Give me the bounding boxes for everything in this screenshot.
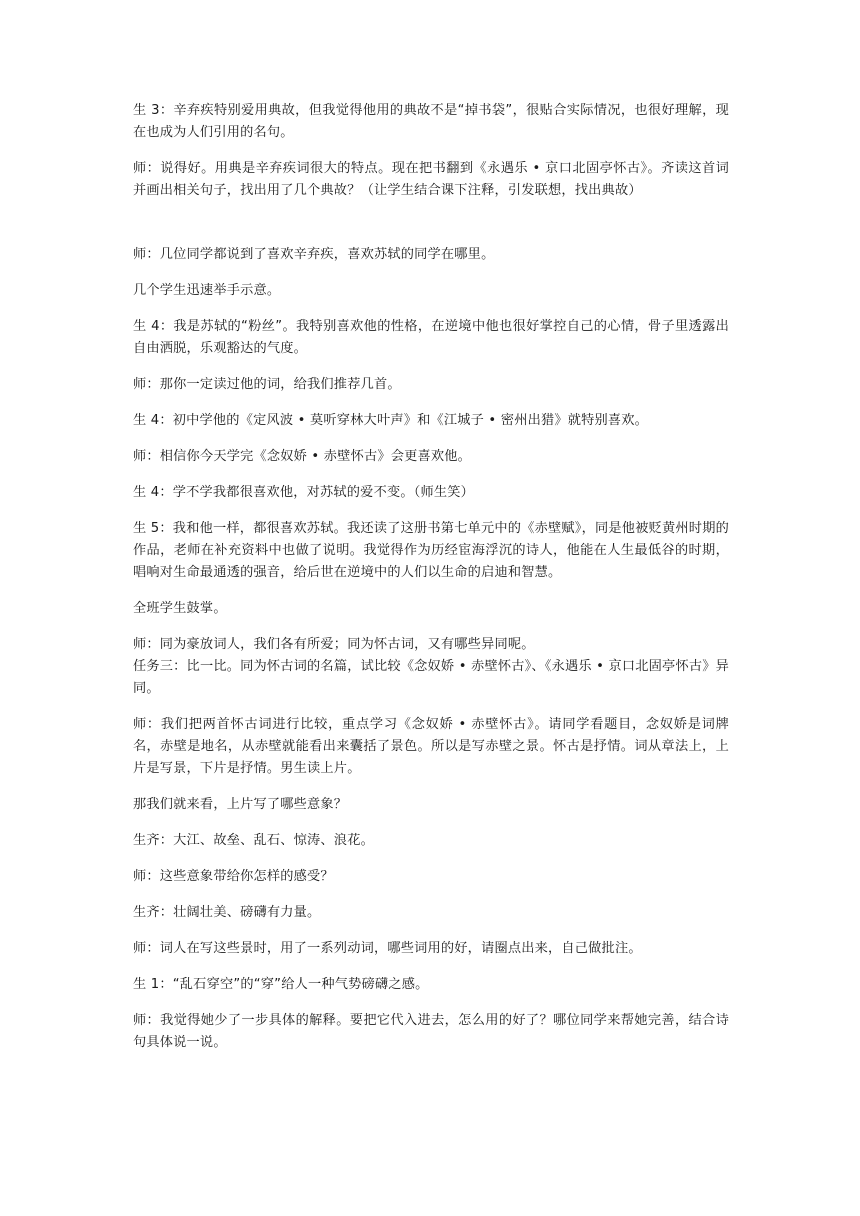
paragraph: 生 1：“乱石穿空”的“穿”给人一种气势磅礴之感。 [133, 977, 429, 992]
paragraph: 生 4：我是苏轼的“粉丝”。我特别喜欢他的性格，在逆境中他也很好掌控自己的心情，骨子里透露出自由洒脱，乐观豁达的气度。 [133, 319, 729, 356]
paragraph: 几个学生迅速举手示意。 [133, 283, 281, 298]
paragraph: 师：我们把两首怀古词进行比较，重点学习《念奴娇 • 赤壁怀古》。请同学看题目，念奴娇是词牌名，赤壁是地名，从赤壁就能看出来囊括了景色。所以是写赤壁之景。怀古是抒情。词从章法上，上片是写景，下片是抒情。男生读上片。 [133, 717, 729, 776]
paragraph: 生 5：我和他一样，都很喜欢苏轼。我还读了这册书第七单元中的《赤壁赋》，同是他被贬黄州时期的作品，老师在补充资料中也做了说明。我觉得作为历经宦海浮沉的诗人，他能在人生最低谷的时期，唱响对生命最通透的强音，给后世在逆境中的人们以生命的启迪和智慧。 [133, 521, 729, 580]
blank-gap [133, 216, 729, 244]
paragraph: 全班学生鼓掌。 [133, 601, 227, 616]
paragraph: 师：相信你今天学完《念奴娇 • 赤壁怀古》会更喜欢他。 [133, 449, 472, 464]
paragraph: 师：这些意象带给你怎样的感受？ [133, 869, 334, 884]
paragraph: 师：同为豪放词人，我们各有所爱；同为怀古词，又有哪些异同呢。 [133, 637, 535, 652]
paragraph: 师：词人在写这些景时，用了一系列动词，哪些词用的好，请圈点出来，自己做批注。 [133, 941, 642, 956]
paragraph: 师：说得好。用典是辛弃疾词很大的特点。现在把书翻到《永遇乐 • 京口北固亭怀古》。齐读这首词并画出相关句子，找出用了几个典故？（让学生结合课下注释，引发联想，找出典故） [133, 161, 729, 198]
paragraph: 师：那你一定读过他的词，给我们推荐几首。 [133, 377, 401, 392]
task-heading-paragraph: 任务三：比一比。同为怀古词的名篇，试比较《念奴娇 • 赤壁怀古》、《永遇乐 • 京口北固亭怀古》异同。 [133, 659, 729, 696]
paragraph: 生 4：初中学他的《定风波 • 莫听穿林大叶声》和《江城子 • 密州出猎》就特别喜欢。 [133, 413, 649, 428]
paragraph: 师：我觉得她少了一步具体的解释。要把它代入进去，怎么用的好了？哪位同学来帮她完善，结合诗句具体说一说。 [133, 1013, 729, 1050]
paragraph: 生齐：大江、故垒、乱石、惊涛、浪花。 [133, 833, 374, 848]
paragraph: 生 3：辛弃疾特别爱用典故，但我觉得他用的典故不是“掉书袋”，很贴合实际情况，也很好理解，现在也成为人们引用的名句。 [133, 103, 729, 140]
paragraph: 生 4：学不学我都很喜欢他，对苏轼的爱不变。（师生笑） [133, 485, 475, 500]
paragraph: 那我们就来看，上片写了哪些意象？ [133, 797, 348, 812]
document-page [133, 100, 729, 1068]
paragraph: 生齐：壮阔壮美、磅礴有力量。 [133, 905, 321, 920]
paragraph: 师：几位同学都说到了喜欢辛弃疾，喜欢苏轼的同学在哪里。 [133, 247, 495, 262]
